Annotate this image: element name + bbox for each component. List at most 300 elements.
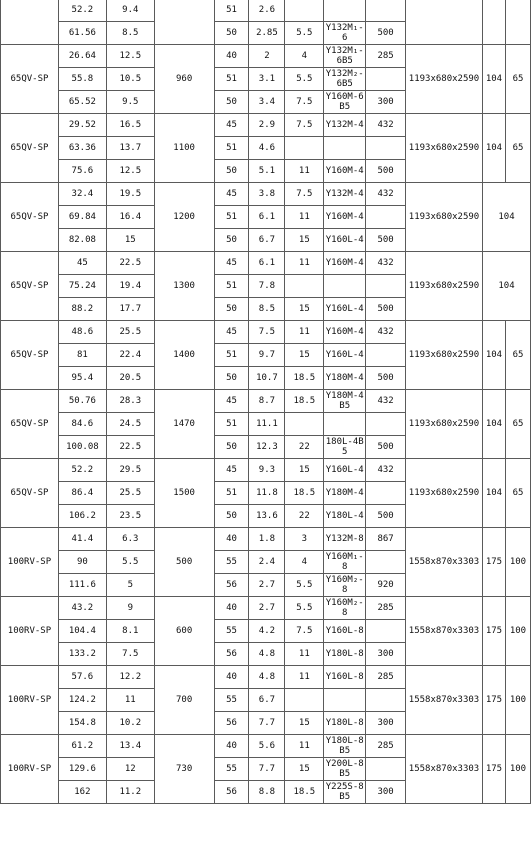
c7-cell: 432 <box>366 114 406 137</box>
shaft-power-cell: 3.8 <box>249 183 285 206</box>
c7-cell: 432 <box>366 321 406 344</box>
flow-cell: 133.2 <box>58 643 106 666</box>
motor-power-cell: 11 <box>285 160 324 183</box>
motor-power-cell: 22 <box>285 436 324 459</box>
motor-power-cell: 5.5 <box>285 22 324 45</box>
head-cell: 9.4 <box>106 0 154 22</box>
model-cell: 65QV-SP <box>1 252 59 321</box>
motor-power-cell: 5.5 <box>285 597 324 620</box>
flow-cell: 75.6 <box>58 160 106 183</box>
c7-cell: 432 <box>366 183 406 206</box>
head-cell: 17.7 <box>106 298 154 321</box>
efficiency-cell: 40 <box>214 597 249 620</box>
motor-model-cell: Y180L-8 <box>324 712 366 735</box>
head-cell: 12 <box>106 758 154 781</box>
shaft-power-cell: 2 <box>249 45 285 68</box>
motor-model-cell: Y160M-4 <box>324 252 366 275</box>
shaft-power-cell: 11.8 <box>249 482 285 505</box>
motor-model-cell <box>324 137 366 160</box>
head-cell: 28.3 <box>106 390 154 413</box>
flow-cell: 154.8 <box>58 712 106 735</box>
head-cell: 10.5 <box>106 68 154 91</box>
dimensions-cell: 1193x680x2590 <box>406 390 483 459</box>
flow-cell: 32.4 <box>58 183 106 206</box>
model-cell <box>1 0 59 45</box>
motor-model-cell: Y160L-4 <box>324 229 366 252</box>
head-cell: 8.1 <box>106 620 154 643</box>
motor-model-cell: Y160L-4 <box>324 298 366 321</box>
head-cell: 13.7 <box>106 137 154 160</box>
motor-power-cell: 11 <box>285 735 324 758</box>
flow-cell: 26.64 <box>58 45 106 68</box>
dimensions-cell: 1558x870x3303 <box>406 528 483 597</box>
flow-cell: 111.6 <box>58 574 106 597</box>
flow-cell: 162 <box>58 781 106 804</box>
motor-model-cell: Y160L-4 <box>324 459 366 482</box>
motor-model-cell: Y132M-4 <box>324 183 366 206</box>
motor-power-cell: 5.5 <box>285 68 324 91</box>
efficiency-cell: 40 <box>214 528 249 551</box>
head-cell: 19.5 <box>106 183 154 206</box>
efficiency-cell: 45 <box>214 114 249 137</box>
head-cell: 29.5 <box>106 459 154 482</box>
outlet-cell: 65 <box>505 45 530 114</box>
head-cell: 15 <box>106 229 154 252</box>
motor-power-cell: 7.5 <box>285 183 324 206</box>
shaft-power-cell: 3.1 <box>249 68 285 91</box>
c7-cell <box>366 68 406 91</box>
table-row <box>1 183 531 206</box>
model-cell: 100RV-SP <box>1 528 59 597</box>
head-cell: 22.5 <box>106 436 154 459</box>
efficiency-cell: 51 <box>214 344 249 367</box>
efficiency-cell: 51 <box>214 0 249 22</box>
shaft-power-cell: 13.6 <box>249 505 285 528</box>
flow-cell: 69.84 <box>58 206 106 229</box>
speed-cell: 1200 <box>154 183 214 252</box>
motor-power-cell: 22 <box>285 505 324 528</box>
head-cell: 5.5 <box>106 551 154 574</box>
c7-cell: 300 <box>366 91 406 114</box>
motor-power-cell: 4 <box>285 551 324 574</box>
motor-power-cell: 18.5 <box>285 367 324 390</box>
efficiency-cell: 40 <box>214 735 249 758</box>
weight-cell: 104 <box>483 459 506 528</box>
shaft-power-cell: 11.1 <box>249 413 285 436</box>
motor-model-cell: Y132M₁-6 <box>325 23 364 43</box>
head-cell: 16.5 <box>106 114 154 137</box>
flow-cell: 50.76 <box>58 390 106 413</box>
c7-cell <box>366 551 406 574</box>
efficiency-cell: 56 <box>214 781 249 804</box>
shaft-power-cell: 8.5 <box>249 298 285 321</box>
model-cell: 100RV-SP <box>1 735 59 804</box>
table-row <box>1 390 531 413</box>
model-cell: 100RV-SP <box>1 666 59 735</box>
motor-model-cell: Y132M-4 <box>324 114 366 137</box>
table-row <box>1 528 531 551</box>
c7-cell: 285 <box>366 735 406 758</box>
c7-cell <box>366 413 406 436</box>
motor-power-cell: 15 <box>285 229 324 252</box>
shaft-power-cell: 2.4 <box>249 551 285 574</box>
head-cell: 11.2 <box>106 781 154 804</box>
motor-model-cell: Y160L-8 <box>324 620 366 643</box>
weight-cell: 175 <box>483 666 506 735</box>
flow-cell: 86.4 <box>58 482 106 505</box>
efficiency-cell: 50 <box>214 160 249 183</box>
head-cell: 5 <box>106 574 154 597</box>
shaft-power-cell: 5.6 <box>249 735 285 758</box>
flow-cell: 43.2 <box>58 597 106 620</box>
efficiency-cell: 45 <box>214 390 249 413</box>
outlet-cell: 65 <box>505 459 530 528</box>
weight-cell: 104 <box>483 252 531 321</box>
motor-model-cell: Y200L-8B5 <box>325 759 364 779</box>
motor-power-cell: 15 <box>285 298 324 321</box>
efficiency-cell: 50 <box>214 436 249 459</box>
flow-cell: 55.8 <box>58 68 106 91</box>
motor-model-cell: Y132M-8 <box>324 528 366 551</box>
dimensions-cell: 1193x680x2590 <box>406 459 483 528</box>
flow-cell: 61.56 <box>58 22 106 45</box>
table-row <box>1 114 531 137</box>
c7-cell: 432 <box>366 390 406 413</box>
speed-cell: 1100 <box>154 114 214 183</box>
efficiency-cell: 51 <box>214 206 249 229</box>
flow-cell: 63.36 <box>58 137 106 160</box>
flow-cell: 124.2 <box>58 689 106 712</box>
motor-model-cell: Y180L-4 <box>324 505 366 528</box>
table-row <box>1 597 531 620</box>
flow-cell: 84.6 <box>58 413 106 436</box>
weight-cell: 175 <box>483 528 506 597</box>
efficiency-cell: 50 <box>214 229 249 252</box>
head-cell: 9 <box>106 597 154 620</box>
shaft-power-cell: 7.7 <box>249 758 285 781</box>
flow-cell: 65.52 <box>58 91 106 114</box>
shaft-power-cell: 8.7 <box>249 390 285 413</box>
motor-power-cell: 15 <box>285 758 324 781</box>
flow-cell: 95.4 <box>58 367 106 390</box>
efficiency-cell: 56 <box>214 574 249 597</box>
flow-cell: 45 <box>58 252 106 275</box>
dimensions-cell: 1193x680x2590 <box>406 252 483 321</box>
flow-cell: 129.6 <box>58 758 106 781</box>
flow-cell: 81 <box>58 344 106 367</box>
outlet-cell: 65 <box>505 390 530 459</box>
efficiency-cell: 50 <box>214 91 249 114</box>
head-cell: 19.4 <box>106 275 154 298</box>
motor-model-cell: Y160L-8 <box>324 666 366 689</box>
motor-model-cell: Y160M₂-8 <box>325 575 364 595</box>
motor-power-cell <box>285 0 324 22</box>
shaft-power-cell: 7.8 <box>249 275 285 298</box>
head-cell: 12.5 <box>106 160 154 183</box>
motor-power-cell: 3 <box>285 528 324 551</box>
efficiency-cell: 55 <box>214 758 249 781</box>
motor-power-cell <box>285 137 324 160</box>
motor-model-cell: Y180M-4 <box>324 367 366 390</box>
efficiency-cell: 51 <box>214 482 249 505</box>
shaft-power-cell: 4.2 <box>249 620 285 643</box>
flow-cell: 41.4 <box>58 528 106 551</box>
model-cell: 100RV-SP <box>1 597 59 666</box>
c7-cell <box>366 344 406 367</box>
motor-model-cell <box>324 0 366 22</box>
c7-cell <box>366 206 406 229</box>
outlet-cell <box>505 0 530 45</box>
outlet-cell: 65 <box>505 321 530 390</box>
dimensions-cell: 1193x680x2590 <box>406 45 483 114</box>
efficiency-cell: 51 <box>214 68 249 91</box>
efficiency-cell: 40 <box>214 666 249 689</box>
model-cell: 65QV-SP <box>1 114 59 183</box>
motor-power-cell: 5.5 <box>285 574 324 597</box>
motor-power-cell: 7.5 <box>285 114 324 137</box>
head-cell: 20.5 <box>106 367 154 390</box>
head-cell: 22.4 <box>106 344 154 367</box>
motor-power-cell: 15 <box>285 459 324 482</box>
efficiency-cell: 45 <box>214 459 249 482</box>
outlet-cell: 100 <box>505 528 530 597</box>
efficiency-cell: 45 <box>214 252 249 275</box>
efficiency-cell: 55 <box>214 551 249 574</box>
shaft-power-cell: 12.3 <box>249 436 285 459</box>
model-cell: 65QV-SP <box>1 45 59 114</box>
speed-cell: 730 <box>154 735 214 804</box>
head-cell: 9.5 <box>106 91 154 114</box>
shaft-power-cell: 7.5 <box>249 321 285 344</box>
shaft-power-cell: 9.7 <box>249 344 285 367</box>
c7-cell <box>366 689 406 712</box>
c7-cell: 285 <box>366 45 406 68</box>
head-cell: 7.5 <box>106 643 154 666</box>
efficiency-cell: 50 <box>214 298 249 321</box>
c7-cell: 500 <box>366 367 406 390</box>
flow-cell: 75.24 <box>58 275 106 298</box>
model-cell: 65QV-SP <box>1 459 59 528</box>
weight-cell: 104 <box>483 390 506 459</box>
table-row <box>1 459 531 482</box>
flow-cell: 106.2 <box>58 505 106 528</box>
weight-cell: 104 <box>483 114 506 183</box>
motor-power-cell: 11 <box>285 206 324 229</box>
motor-model-cell: 180L-4B5 <box>325 437 364 457</box>
motor-model-cell: Y180L-8B5 <box>325 736 364 756</box>
motor-model-cell: Y160M-6B5 <box>325 92 364 112</box>
c7-cell: 300 <box>366 643 406 666</box>
shaft-power-cell: 2.6 <box>249 0 285 22</box>
table-row <box>1 666 531 689</box>
outlet-cell: 100 <box>505 597 530 666</box>
motor-power-cell: 15 <box>285 344 324 367</box>
flow-cell: 104.4 <box>58 620 106 643</box>
motor-model-cell: Y160M₁-8 <box>325 552 364 572</box>
c7-cell: 285 <box>366 666 406 689</box>
motor-model-cell: Y160M-4 <box>324 160 366 183</box>
motor-model-cell: Y160L-4 <box>324 344 366 367</box>
flow-cell: 57.6 <box>58 666 106 689</box>
speed-cell: 500 <box>154 528 214 597</box>
head-cell: 11 <box>106 689 154 712</box>
c7-cell <box>366 0 406 22</box>
c7-cell: 432 <box>366 252 406 275</box>
c7-cell: 500 <box>366 436 406 459</box>
c7-cell <box>366 275 406 298</box>
motor-model-cell: Y132M₂-6B5 <box>325 69 364 89</box>
flow-cell: 48.6 <box>58 321 106 344</box>
speed-cell: 600 <box>154 597 214 666</box>
table-row <box>1 0 531 22</box>
weight-cell <box>483 0 506 45</box>
outlet-cell: 100 <box>505 735 530 804</box>
shaft-power-cell: 2.85 <box>249 22 285 45</box>
c7-cell: 500 <box>366 229 406 252</box>
motor-model-cell: Y160M-4 <box>324 206 366 229</box>
motor-power-cell: 11 <box>285 643 324 666</box>
motor-power-cell: 18.5 <box>285 781 324 804</box>
head-cell: 12.2 <box>106 666 154 689</box>
c7-cell: 500 <box>366 22 406 45</box>
motor-power-cell <box>285 689 324 712</box>
flow-cell: 52.2 <box>58 459 106 482</box>
efficiency-cell: 51 <box>214 275 249 298</box>
head-cell: 22.5 <box>106 252 154 275</box>
motor-power-cell: 11 <box>285 321 324 344</box>
motor-model-cell <box>324 689 366 712</box>
shaft-power-cell: 6.1 <box>249 252 285 275</box>
c7-cell: 285 <box>366 597 406 620</box>
motor-power-cell: 7.5 <box>285 91 324 114</box>
efficiency-cell: 50 <box>214 22 249 45</box>
c7-cell: 300 <box>366 712 406 735</box>
shaft-power-cell: 8.8 <box>249 781 285 804</box>
model-cell: 65QV-SP <box>1 390 59 459</box>
motor-model-cell: Y180M-4B5 <box>325 391 364 411</box>
speed-cell <box>154 0 214 45</box>
head-cell: 23.5 <box>106 505 154 528</box>
motor-power-cell <box>285 413 324 436</box>
head-cell: 25.5 <box>106 482 154 505</box>
table-row <box>1 252 531 275</box>
motor-power-cell: 11 <box>285 666 324 689</box>
weight-cell: 104 <box>483 183 531 252</box>
dimensions-cell: 1558x870x3303 <box>406 666 483 735</box>
efficiency-cell: 55 <box>214 620 249 643</box>
c7-cell: 300 <box>366 781 406 804</box>
efficiency-cell: 50 <box>214 367 249 390</box>
weight-cell: 175 <box>483 735 506 804</box>
c7-cell <box>366 482 406 505</box>
motor-model-cell: Y160M-4 <box>324 321 366 344</box>
shaft-power-cell: 4.8 <box>249 643 285 666</box>
motor-power-cell: 15 <box>285 712 324 735</box>
dimensions-cell: 1193x680x2590 <box>406 183 483 252</box>
dimensions-cell: 1558x870x3303 <box>406 597 483 666</box>
table-row <box>1 735 531 758</box>
shaft-power-cell: 6.7 <box>249 689 285 712</box>
flow-cell: 52.2 <box>58 0 106 22</box>
motor-model-cell: Y180M-4 <box>324 482 366 505</box>
c7-cell: 920 <box>366 574 406 597</box>
outlet-cell: 65 <box>505 114 530 183</box>
c7-cell: 432 <box>366 459 406 482</box>
dimensions-cell: 1193x680x2590 <box>406 114 483 183</box>
speed-cell: 1500 <box>154 459 214 528</box>
head-cell: 10.2 <box>106 712 154 735</box>
flow-cell: 88.2 <box>58 298 106 321</box>
motor-power-cell: 18.5 <box>285 482 324 505</box>
efficiency-cell: 45 <box>214 321 249 344</box>
shaft-power-cell: 2.7 <box>249 574 285 597</box>
shaft-power-cell: 10.7 <box>249 367 285 390</box>
head-cell: 16.4 <box>106 206 154 229</box>
motor-model-cell: Y160M₂-8 <box>325 598 364 618</box>
shaft-power-cell: 2.9 <box>249 114 285 137</box>
motor-power-cell: 18.5 <box>285 390 324 413</box>
efficiency-cell: 51 <box>214 137 249 160</box>
shaft-power-cell: 9.3 <box>249 459 285 482</box>
shaft-power-cell: 2.7 <box>249 597 285 620</box>
weight-cell: 175 <box>483 597 506 666</box>
head-cell: 24.5 <box>106 413 154 436</box>
motor-model-cell: Y132M₁-6B5 <box>325 46 364 66</box>
outlet-cell: 100 <box>505 666 530 735</box>
flow-cell: 61.2 <box>58 735 106 758</box>
dimensions-cell <box>406 0 483 45</box>
efficiency-cell: 56 <box>214 712 249 735</box>
c7-cell: 500 <box>366 505 406 528</box>
dimensions-cell: 1558x870x3303 <box>406 735 483 804</box>
shaft-power-cell: 3.4 <box>249 91 285 114</box>
motor-power-cell: 7.5 <box>285 620 324 643</box>
model-cell: 65QV-SP <box>1 321 59 390</box>
flow-cell: 82.08 <box>58 229 106 252</box>
motor-model-cell <box>324 413 366 436</box>
efficiency-cell: 56 <box>214 643 249 666</box>
table-row <box>1 45 531 68</box>
efficiency-cell: 40 <box>214 45 249 68</box>
table-row <box>1 321 531 344</box>
c7-cell <box>366 758 406 781</box>
motor-power-cell: 11 <box>285 252 324 275</box>
shaft-power-cell: 4.8 <box>249 666 285 689</box>
c7-cell: 867 <box>366 528 406 551</box>
shaft-power-cell: 7.7 <box>249 712 285 735</box>
efficiency-cell: 45 <box>214 183 249 206</box>
shaft-power-cell: 1.8 <box>249 528 285 551</box>
weight-cell: 104 <box>483 45 506 114</box>
speed-cell: 1470 <box>154 390 214 459</box>
head-cell: 8.5 <box>106 22 154 45</box>
speed-cell: 1300 <box>154 252 214 321</box>
speed-cell: 960 <box>154 45 214 114</box>
speed-cell: 700 <box>154 666 214 735</box>
c7-cell: 500 <box>366 160 406 183</box>
shaft-power-cell: 4.6 <box>249 137 285 160</box>
efficiency-cell: 55 <box>214 689 249 712</box>
shaft-power-cell: 6.7 <box>249 229 285 252</box>
weight-cell: 104 <box>483 321 506 390</box>
head-cell: 12.5 <box>106 45 154 68</box>
c7-cell <box>366 620 406 643</box>
motor-power-cell: 4 <box>285 45 324 68</box>
shaft-power-cell: 6.1 <box>249 206 285 229</box>
c7-cell: 500 <box>366 298 406 321</box>
c7-cell <box>366 137 406 160</box>
motor-model-cell: Y180L-8 <box>324 643 366 666</box>
